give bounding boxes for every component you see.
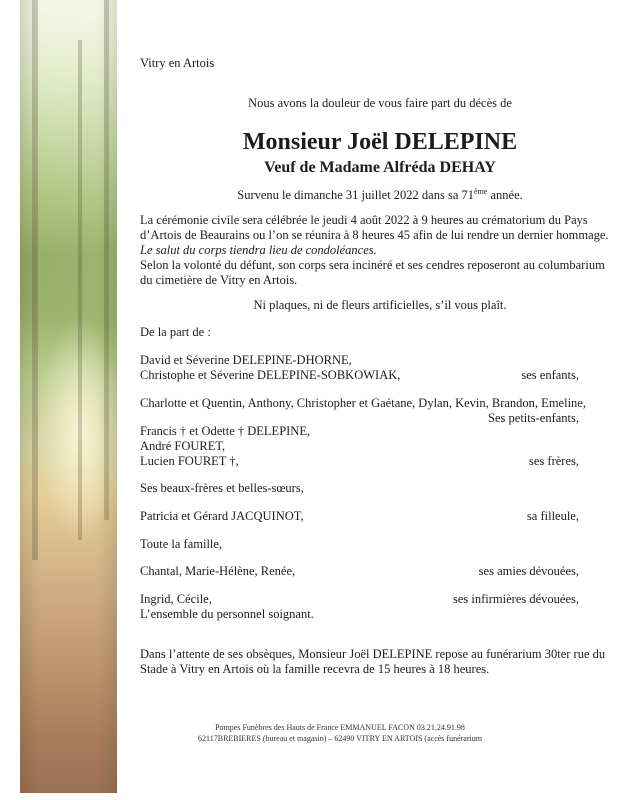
intro-text: Nous avons la douleur de vous faire part du décès de bbox=[248, 96, 512, 110]
goddaughter-label: sa filleule, bbox=[526, 509, 579, 523]
death-line-end: année. bbox=[487, 188, 523, 202]
nurses-line: Ingrid, Cécile, bbox=[140, 592, 212, 606]
inlaws-line: Ses beaux-frères et belles-sœurs, bbox=[140, 481, 304, 495]
funeral-home-line-2: Stade à Vitry en Artois où la famille recevra de 15 heures à 18 heures. bbox=[140, 662, 490, 676]
death-line-sup: ème bbox=[474, 186, 488, 196]
from-label: De la part de : bbox=[140, 325, 211, 339]
children-label: ses enfants, bbox=[521, 368, 579, 382]
nurses-label: ses infirmières dévouées, bbox=[452, 592, 579, 606]
grandchildren-label: Ses petits-enfants, bbox=[488, 411, 579, 425]
no-flowers-note: Ni plaques, ni de fleurs artificielles, s’il vous plaît. bbox=[253, 298, 507, 312]
tree-trunk bbox=[104, 0, 109, 520]
friends-line: Chantal, Marie-Hélène, Renée, bbox=[140, 564, 296, 578]
ceremony-line-1: La cérémonie civile sera célébrée le jeudi 4 août 2022 à 9 heures au crématorium du Pays bbox=[140, 213, 588, 227]
children-line-2: Christophe et Séverine DELEPINE-SOBKOWIAK, bbox=[140, 368, 401, 382]
ceremony-line-2: d’Artois de Beaurains ou l’on se réunira à 8 heures 45 afin de lui rendre un dernier hommage. bbox=[140, 228, 609, 242]
children-line-1: David et Séverine DELEPINE-DHORNE, bbox=[140, 353, 352, 367]
tree-trunk bbox=[32, 0, 38, 560]
siblings-line-1: Francis † et Odette † DELEPINE, bbox=[140, 424, 311, 438]
funeral-home-line-1: Dans l’attente de ses obsèques, Monsieur Joël DELEPINE repose au funérarium 30ter rue du bbox=[140, 647, 606, 661]
ceremony-line-5: du cimetière de Vitry en Artois. bbox=[140, 273, 298, 287]
friends-label: ses amies dévouées, bbox=[478, 564, 579, 578]
staff-line: L’ensemble du personnel soignant. bbox=[140, 607, 314, 621]
siblings-label: ses frères, bbox=[529, 454, 579, 468]
widower-line: Veuf de Madame Alfréda DEHAY bbox=[264, 159, 496, 176]
whole-family-line: Toute la famille, bbox=[140, 537, 223, 551]
deceased-name: Monsieur Joël DELEPINE bbox=[242, 129, 518, 155]
ceremony-line-4: Selon la volonté du défunt, son corps sera incinéré et ses cendres reposeront au columbarium bbox=[140, 258, 605, 272]
siblings-line-3: Lucien FOURET †, bbox=[140, 454, 239, 468]
footer-line-1: Pompes Funèbres des Hauts de France EMMANUEL FACON 03.21.24.91.98 bbox=[215, 723, 465, 732]
goddaughter-line: Patricia et Gérard JACQUINOT, bbox=[140, 509, 304, 523]
tree-trunk bbox=[78, 40, 82, 540]
location: Vitry en Artois bbox=[140, 56, 215, 70]
grandchildren-line-1: Charlotte et Quentin, Anthony, Christopher et Gaétane, Dylan, Kevin, Brandon, Emeline, bbox=[140, 396, 586, 410]
footer-line-2: 62117BREBIERES (bureau et magasin) – 62490 VITRY EN ARTOIS (accès funérarium bbox=[198, 734, 482, 743]
forest-sunlight-image bbox=[20, 0, 117, 793]
death-line bbox=[140, 188, 620, 204]
ceremony-line-3: Le salut du corps tiendra lieu de condoléances. bbox=[140, 243, 377, 257]
death-line-text: Survenu le dimanche 31 juillet 2022 dans sa 71 bbox=[237, 188, 475, 202]
siblings-line-2: André FOURET, bbox=[140, 439, 226, 453]
